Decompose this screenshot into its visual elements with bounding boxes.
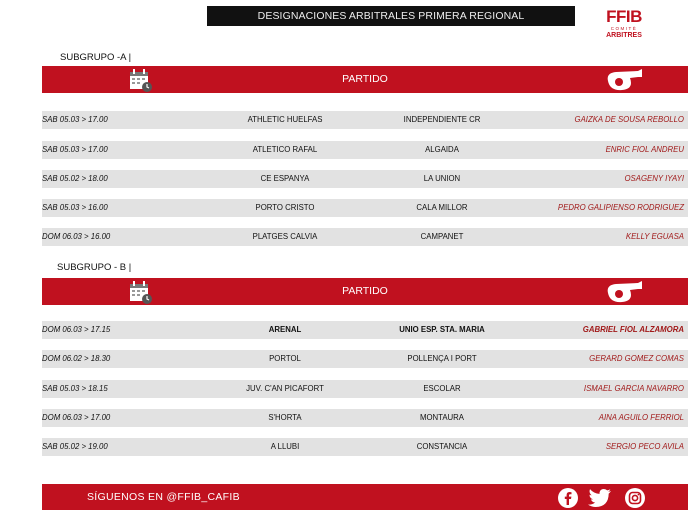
subgroup-a-label: SUBGRUPO -A | [60,52,132,63]
follow-us-text: SÍGUENOS EN @FFIB_CAFIB [87,491,240,503]
logo-sub2-text: ARBITRES [606,32,642,39]
table-row [42,141,688,159]
logo-sub-text: COMITÈ [610,26,638,31]
match-date: SAB 05.03 > 16.00 [42,203,108,212]
away-team: CONSTANCIA [416,442,468,451]
away-team: INDEPENDIENTE CR [403,115,481,124]
home-team: ATLETICO RAFAL [252,145,318,154]
match-date: DOM 06.02 > 18.30 [42,354,111,363]
home-team: S'HORTA [268,413,302,422]
table-row [42,409,688,427]
table-row [42,350,688,368]
table-row [42,438,688,456]
table-row [42,380,688,398]
subgroup-a-header-band [42,66,688,93]
match-date: SAB 05.02 > 19.00 [42,442,108,451]
referee-name: SERGIO PECO AVILA [605,442,684,451]
home-team: ARENAL [268,325,302,334]
whistle-icon [602,67,646,92]
referee-name: PEDRO GALIPIENSO RODRIGUEZ [557,203,684,212]
home-team: PLATGES CALVIA [252,232,318,241]
table-row [42,321,688,339]
subgroup-a-partido-label: PARTIDO [342,73,388,85]
instagram-icon[interactable] [624,487,646,509]
referee-name: ISMAEL GARCIA NAVARRO [583,384,684,393]
away-team: ESCOLAR [423,384,461,393]
away-team: CALA MILLOR [416,203,468,212]
referee-name: GAIZKA DE SOUSA REBOLLO [574,115,684,124]
referee-name: OSAGENY IYAYI [624,174,684,183]
match-date: DOM 06.03 > 17.00 [42,413,111,422]
home-team: PORTOL [269,354,301,363]
logo-main-text: FFIB [606,7,642,26]
referee-name: GERARD GOMEZ COMAS [589,354,684,363]
referee-name: AINA AGUILO FERRIOL [598,413,684,422]
away-team: MONTAURA [419,413,465,422]
subgroup-b-header-band [42,278,688,305]
table-row [42,111,688,129]
home-team: PORTO CRISTO [255,203,315,212]
table-row [42,170,688,188]
match-date: DOM 06.03 > 17.15 [42,325,111,334]
away-team: UNIO ESP. STA. MARIA [399,325,485,334]
table-row [42,199,688,217]
table-row [42,228,688,246]
match-date: SAB 05.03 > 17.00 [42,145,108,154]
footer-band [42,484,688,510]
ffib-logo [604,0,644,44]
match-date: SAB 05.02 > 18.00 [42,174,108,183]
subgroup-b-partido-label: PARTIDO [342,285,388,297]
referee-name: KELLY EGUASA [625,232,684,241]
away-team: CAMPANET [420,232,464,241]
whistle-icon [602,279,646,304]
match-date: SAB 05.03 > 17.00 [42,115,108,124]
match-date: SAB 05.03 > 18.15 [42,384,108,393]
subgroup-b-label: SUBGRUPO - B | [57,262,132,273]
home-team: CE ESPANYA [260,174,310,183]
away-team: POLLENÇA I PORT [407,354,477,363]
referee-name: ENRIC FIOL ANDREU [605,145,684,154]
home-team: A LLUBI [270,442,300,451]
home-team: ATHLETIC HUELFAS [247,115,323,124]
facebook-icon[interactable] [557,487,579,509]
twitter-icon[interactable] [587,487,613,509]
away-team: LA UNION [423,174,461,183]
home-team: JUV. C'AN PICAFORT [246,384,324,393]
page-title: DESIGNACIONES ARBITRALES PRIMERA REGIONAL [207,6,575,26]
match-date: DOM 06.03 > 16.00 [42,232,111,241]
referee-name: GABRIEL FIOL ALZAMORA [582,325,684,334]
away-team: ALGAIDA [425,145,459,154]
